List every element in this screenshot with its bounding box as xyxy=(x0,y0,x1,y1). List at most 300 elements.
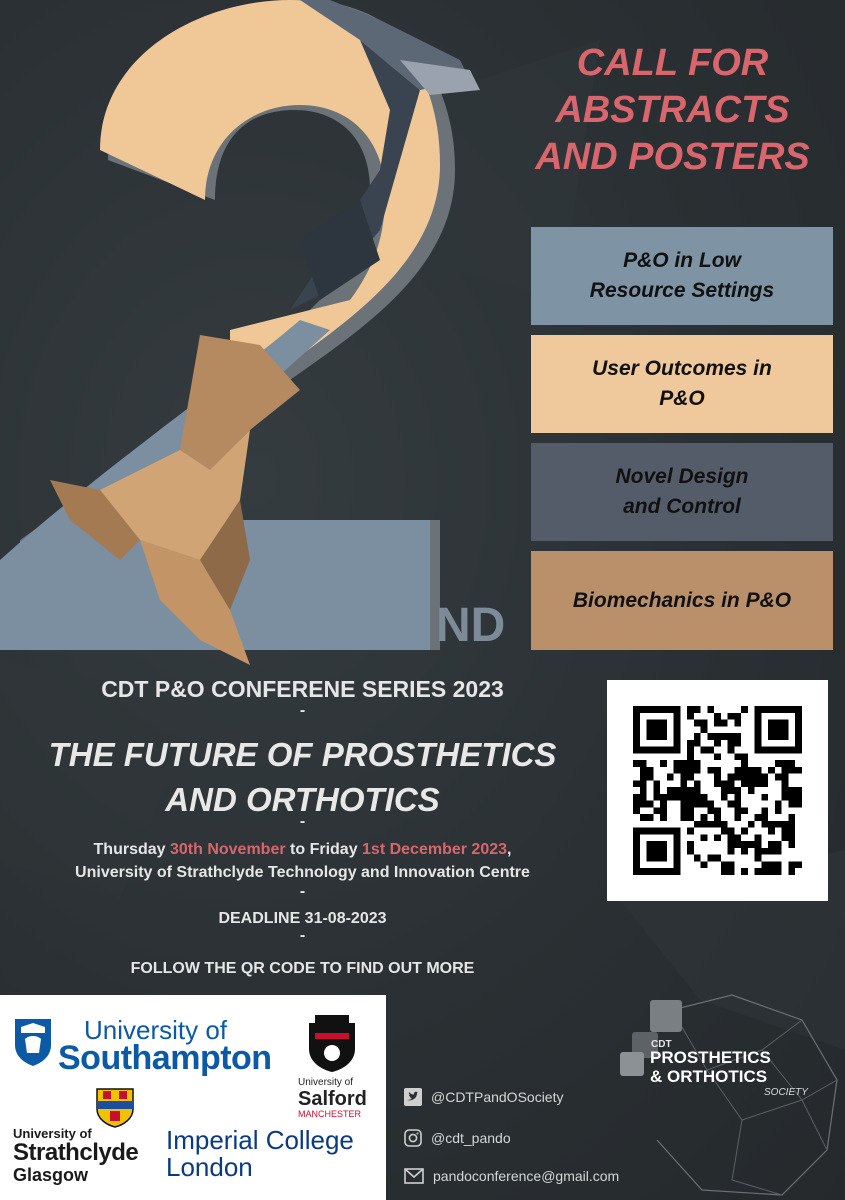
qr-module xyxy=(788,834,795,841)
instagram-handle[interactable] xyxy=(404,1127,511,1149)
qr-module xyxy=(775,733,782,740)
email-address-text: pandoconference@gmail.com xyxy=(433,1168,620,1184)
qr-module xyxy=(660,794,667,801)
qr-module xyxy=(775,848,782,855)
qr-module xyxy=(633,868,640,875)
qr-module xyxy=(660,814,667,821)
qr-module xyxy=(782,780,789,787)
qr-module xyxy=(653,726,660,733)
qr-module xyxy=(728,868,735,875)
qr-module xyxy=(633,726,640,733)
qr-module xyxy=(734,720,741,727)
qr-module xyxy=(775,821,782,828)
strathclyde-line2: Strathclyde xyxy=(13,1139,139,1166)
qr-module xyxy=(660,760,667,767)
qr-module xyxy=(687,767,694,774)
qr-module xyxy=(647,801,654,808)
qr-module xyxy=(782,760,789,767)
strathclyde-line3: Glasgow xyxy=(13,1165,89,1185)
qr-module xyxy=(653,794,660,801)
qr-module xyxy=(674,713,681,720)
qr-module xyxy=(633,828,640,835)
qr-module xyxy=(755,767,762,774)
qr-module xyxy=(734,841,741,848)
qr-module xyxy=(782,821,789,828)
qr-module xyxy=(694,855,701,862)
qr-module xyxy=(680,787,687,794)
qr-module xyxy=(680,760,687,767)
qr-module xyxy=(701,834,708,841)
qr-module xyxy=(667,774,674,781)
qr-module xyxy=(728,787,735,794)
qr-module xyxy=(728,780,735,787)
qr-module xyxy=(687,801,694,808)
qr-module xyxy=(667,868,674,875)
society-line1: PROSTHETICS xyxy=(650,1048,771,1067)
qr-module xyxy=(687,753,694,760)
qr-module xyxy=(755,855,762,862)
qr-module xyxy=(714,720,721,727)
qr-module xyxy=(795,767,802,774)
qr-module xyxy=(788,794,795,801)
qr-module xyxy=(667,787,674,794)
qr-module xyxy=(761,868,768,875)
qr-module xyxy=(694,821,701,828)
qr-module xyxy=(788,868,795,875)
qr-module xyxy=(687,760,694,767)
qr-module xyxy=(782,720,789,727)
qr-module xyxy=(741,780,748,787)
strathclyde-crest-icon xyxy=(95,1087,135,1129)
date-prefix: Thursday xyxy=(93,841,170,858)
qr-module xyxy=(647,720,654,727)
qr-module xyxy=(755,747,762,754)
instagram-icon xyxy=(404,1129,422,1147)
qr-module xyxy=(694,794,701,801)
qr-module xyxy=(728,713,735,720)
qr-module xyxy=(761,706,768,713)
theme-line: THE FUTURE OF PROSTHETICS xyxy=(48,736,557,773)
qr-module xyxy=(795,706,802,713)
qr-module xyxy=(633,706,640,713)
qr-module xyxy=(653,787,660,794)
qr-module xyxy=(701,801,708,808)
qr-module xyxy=(734,807,741,814)
qr-module xyxy=(748,841,755,848)
email-icon xyxy=(404,1168,424,1184)
qr-module xyxy=(755,733,762,740)
qr-module xyxy=(728,861,735,868)
qr-module xyxy=(701,814,708,821)
qr-module xyxy=(633,834,640,841)
separator: - xyxy=(299,927,306,944)
qr-module xyxy=(795,801,802,808)
qr-module xyxy=(674,828,681,835)
qr-module xyxy=(707,767,714,774)
qr-module xyxy=(701,861,708,868)
qr-module xyxy=(653,848,660,855)
twitter-handle[interactable] xyxy=(404,1086,563,1108)
qr-module xyxy=(728,841,735,848)
qr-module xyxy=(795,787,802,794)
qr-module xyxy=(687,713,694,720)
qr-module xyxy=(734,733,741,740)
qr-module xyxy=(687,841,694,848)
imperial-line1: Imperial College xyxy=(166,1125,354,1155)
qr-module xyxy=(761,814,768,821)
qr-module xyxy=(694,767,701,774)
qr-module xyxy=(734,814,741,821)
qr-module xyxy=(761,747,768,754)
qr-module xyxy=(707,821,714,828)
qr-module xyxy=(782,834,789,841)
qr-module xyxy=(728,848,735,855)
qr-module xyxy=(694,801,701,808)
qr-module xyxy=(741,706,748,713)
qr-module xyxy=(782,787,789,794)
qr-module xyxy=(640,780,647,787)
qr-module xyxy=(755,814,762,821)
qr-module xyxy=(768,767,775,774)
topic-line: Biomechanics in P&O xyxy=(572,588,792,612)
qr-module xyxy=(640,801,647,808)
end-date: 1st December 2023 xyxy=(362,841,508,858)
qr-module xyxy=(660,855,667,862)
start-date: 30th November xyxy=(169,841,286,858)
qr-module xyxy=(680,774,687,781)
qr-module xyxy=(647,706,654,713)
qr-module xyxy=(795,747,802,754)
qr-module xyxy=(782,747,789,754)
qr-module xyxy=(734,753,741,760)
qr-module xyxy=(768,841,775,848)
qr-module xyxy=(775,706,782,713)
topic-line: Novel Design xyxy=(615,465,749,488)
qr-module xyxy=(775,726,782,733)
qr-module xyxy=(761,848,768,855)
qr-module xyxy=(674,747,681,754)
qr-module xyxy=(734,787,741,794)
qr-module xyxy=(788,767,795,774)
qr-module xyxy=(633,861,640,868)
qr-module xyxy=(714,821,721,828)
qr-module xyxy=(674,720,681,727)
venue: University of Strathclyde Technology and Innovation Centre xyxy=(75,864,530,881)
qr-module xyxy=(755,720,762,727)
qr-module xyxy=(701,821,708,828)
qr-module xyxy=(660,801,667,808)
qr-module xyxy=(653,807,660,814)
qr-module xyxy=(680,767,687,774)
qr-module xyxy=(734,794,741,801)
qr-module xyxy=(660,848,667,855)
qr-module xyxy=(775,747,782,754)
qr-module xyxy=(775,801,782,808)
qr-module xyxy=(775,861,782,868)
qr-module xyxy=(721,733,728,740)
qr-module xyxy=(633,841,640,848)
qr-module xyxy=(795,794,802,801)
qr-module xyxy=(768,828,775,835)
qr-module xyxy=(782,706,789,713)
event-dates xyxy=(0,814,605,900)
qr-module xyxy=(721,794,728,801)
conference-theme xyxy=(0,732,605,822)
qr-module xyxy=(714,774,721,781)
qr-module xyxy=(741,848,748,855)
qr-module xyxy=(633,794,640,801)
qr-module xyxy=(748,780,755,787)
topic-novel-design xyxy=(531,443,833,541)
qr-module xyxy=(660,720,667,727)
qr-module xyxy=(667,747,674,754)
qr-module xyxy=(674,868,681,875)
qr-module xyxy=(755,848,762,855)
qr-module xyxy=(647,747,654,754)
qr-module xyxy=(680,801,687,808)
qr-module xyxy=(768,848,775,855)
topic-user-outcomes xyxy=(531,335,833,433)
qr-module xyxy=(795,861,802,868)
qr-module xyxy=(768,868,775,875)
qr-module xyxy=(647,855,654,862)
qr-module xyxy=(714,814,721,821)
qr-module xyxy=(721,828,728,835)
qr-module xyxy=(721,868,728,875)
qr-module xyxy=(768,861,775,868)
qr-module xyxy=(748,821,755,828)
instagram-handle-text: @cdt_pando xyxy=(431,1130,511,1146)
conference-series-title xyxy=(0,676,605,719)
qr-module xyxy=(647,726,654,733)
qr-module xyxy=(755,774,762,781)
qr-module xyxy=(782,726,789,733)
qr-module xyxy=(640,774,647,781)
qr-module xyxy=(694,733,701,740)
call-for-abstracts-headline xyxy=(500,40,845,181)
qr-module xyxy=(640,794,647,801)
qr-module xyxy=(728,747,735,754)
qr-module xyxy=(640,747,647,754)
qr-module xyxy=(674,848,681,855)
qr-module xyxy=(660,733,667,740)
qr-module xyxy=(775,841,782,848)
qr-module xyxy=(741,774,748,781)
qr-module xyxy=(728,834,735,841)
partner-logos-panel xyxy=(0,995,386,1200)
qr-module xyxy=(701,794,708,801)
qr-module xyxy=(687,814,694,821)
qr-module xyxy=(775,868,782,875)
qr-module xyxy=(674,733,681,740)
qr-code[interactable] xyxy=(607,680,828,901)
topic-line: Resource Settings xyxy=(589,279,775,302)
qr-module xyxy=(633,740,640,747)
qr-module xyxy=(788,841,795,848)
qr-module xyxy=(653,841,660,848)
qr-module xyxy=(660,726,667,733)
qr-module xyxy=(775,774,782,781)
qr-module xyxy=(741,760,748,767)
qr-module xyxy=(694,706,701,713)
qr-module xyxy=(680,807,687,814)
qr-module xyxy=(721,720,728,727)
theme-line: AND ORTHOTICS xyxy=(165,781,440,818)
qr-module xyxy=(782,828,789,835)
topic-low-resource xyxy=(531,227,833,325)
qr-module xyxy=(647,848,654,855)
qr-module xyxy=(647,868,654,875)
twitter-icon xyxy=(404,1088,422,1106)
qr-module xyxy=(761,794,768,801)
qr-module xyxy=(640,814,647,821)
qr-module xyxy=(633,720,640,727)
qr-module xyxy=(680,794,687,801)
qr-module xyxy=(667,828,674,835)
qr-module xyxy=(768,747,775,754)
qr-module xyxy=(640,767,647,774)
qr-module xyxy=(687,828,694,835)
qr-module xyxy=(775,760,782,767)
qr-module xyxy=(660,807,667,814)
qr-module xyxy=(755,726,762,733)
qr-module xyxy=(761,821,768,828)
qr-module xyxy=(653,780,660,787)
qr-module xyxy=(741,828,748,835)
qr-module xyxy=(674,767,681,774)
qr-module xyxy=(674,706,681,713)
qr-module xyxy=(728,801,735,808)
qr-module xyxy=(728,740,735,747)
qr-module xyxy=(687,787,694,794)
qr-module xyxy=(714,753,721,760)
qr-module xyxy=(782,774,789,781)
headline-line: CALL FOR xyxy=(576,42,769,84)
qr-module xyxy=(755,740,762,747)
qr-module xyxy=(755,713,762,720)
qr-module xyxy=(701,720,708,727)
qr-module xyxy=(788,706,795,713)
qr-module xyxy=(647,828,654,835)
qr-module xyxy=(734,740,741,747)
separator: - xyxy=(299,702,306,719)
qr-module xyxy=(734,834,741,841)
qr-module xyxy=(633,713,640,720)
qr-module xyxy=(748,774,755,781)
qr-module xyxy=(694,780,701,787)
qr-module xyxy=(647,774,654,781)
qr-module xyxy=(694,740,701,747)
qr-module xyxy=(640,706,647,713)
qr-module xyxy=(775,720,782,727)
qr-module xyxy=(795,726,802,733)
qr-module xyxy=(674,787,681,794)
qr-module xyxy=(741,753,748,760)
separator: - xyxy=(299,883,306,900)
qr-module xyxy=(660,868,667,875)
society-line2: & ORTHOTICS xyxy=(650,1067,768,1086)
topic-line: and Control xyxy=(623,495,741,518)
southampton-line1: University of xyxy=(84,1015,228,1045)
qr-module xyxy=(694,720,701,727)
qr-module xyxy=(755,780,762,787)
qr-module xyxy=(755,706,762,713)
series-text: CDT P&O CONFERENE SERIES 2023 xyxy=(101,676,504,702)
qr-module xyxy=(782,794,789,801)
qr-module xyxy=(788,787,795,794)
qr-module xyxy=(687,747,694,754)
qr-module xyxy=(674,841,681,848)
southampton-line2: Southampton xyxy=(58,1039,272,1077)
topic-line: P&O in Low xyxy=(623,249,741,272)
qr-module xyxy=(755,868,762,875)
qr-module xyxy=(721,861,728,868)
qr-module xyxy=(795,733,802,740)
salford-crest-icon xyxy=(307,1015,357,1073)
qr-module xyxy=(721,821,728,828)
qr-module xyxy=(707,733,714,740)
separator: - xyxy=(299,813,306,830)
qr-module xyxy=(653,828,660,835)
qr-module xyxy=(640,760,647,767)
qr-module xyxy=(653,747,660,754)
email-address[interactable] xyxy=(404,1165,619,1187)
qr-module xyxy=(741,868,748,875)
qr-module xyxy=(761,780,768,787)
qr-module xyxy=(647,733,654,740)
qr-module xyxy=(741,841,748,848)
qr-module xyxy=(734,767,741,774)
qr-module xyxy=(653,855,660,862)
topic-line: P&O xyxy=(659,387,705,410)
imperial-line2: London xyxy=(166,1152,253,1182)
topic-line: User Outcomes in xyxy=(592,357,772,380)
qr-module xyxy=(640,828,647,835)
qr-module xyxy=(707,747,714,754)
qr-module xyxy=(633,855,640,862)
qr-module xyxy=(674,834,681,841)
qr-module xyxy=(633,733,640,740)
qr-module xyxy=(714,713,721,720)
qr-module xyxy=(640,787,647,794)
qr-module xyxy=(795,713,802,720)
qr-module xyxy=(633,747,640,754)
qr-module xyxy=(768,720,775,727)
qr-module xyxy=(633,780,640,787)
qr-module xyxy=(647,767,654,774)
qr-module xyxy=(788,814,795,821)
qr-module xyxy=(721,787,728,794)
qr-module xyxy=(721,780,728,787)
qr-module xyxy=(633,848,640,855)
qr-module xyxy=(748,767,755,774)
qr-module xyxy=(680,780,687,787)
qr-module xyxy=(674,726,681,733)
qr-module xyxy=(707,807,714,814)
qr-module xyxy=(633,760,640,767)
salford-line3: MANCHESTER xyxy=(298,1109,362,1119)
qr-module xyxy=(707,801,714,808)
qr-module xyxy=(734,774,741,781)
qr-module xyxy=(701,726,708,733)
qr-module xyxy=(694,787,701,794)
qr-module xyxy=(768,733,775,740)
qr-module xyxy=(701,747,708,754)
deadline xyxy=(0,910,605,944)
qr-module xyxy=(782,767,789,774)
qr-code-pattern xyxy=(633,706,802,875)
headline-line: ABSTRACTS xyxy=(555,89,790,131)
